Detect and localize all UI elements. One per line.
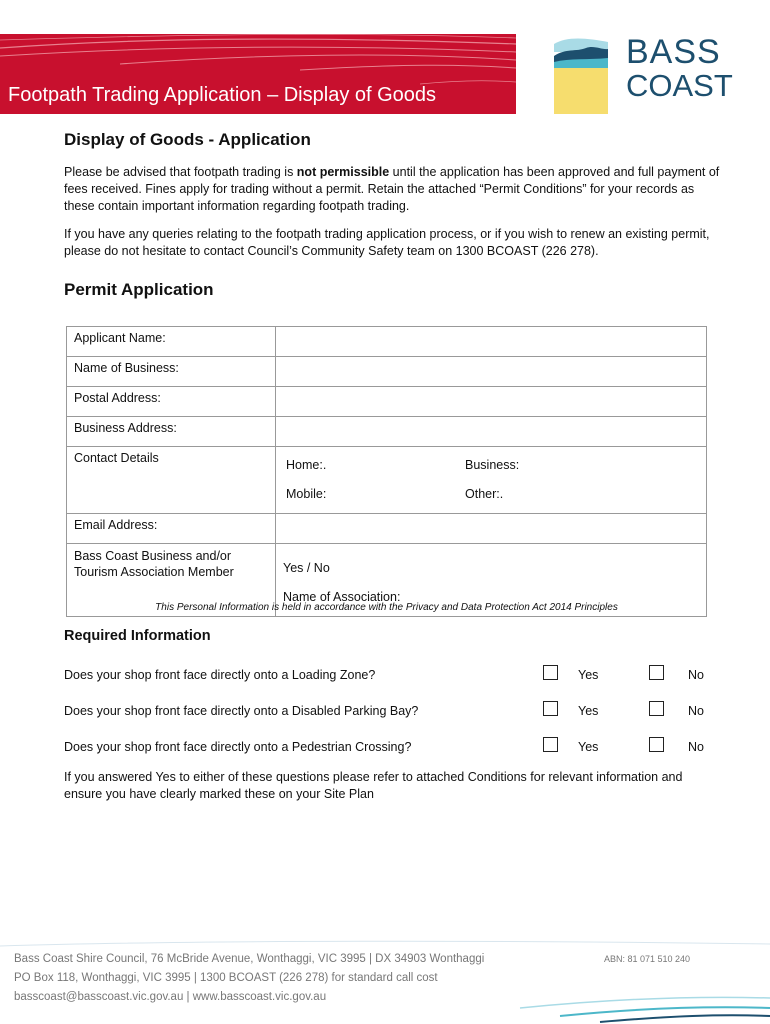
table-row <box>67 514 707 544</box>
contact-details-label: Contact Details <box>67 447 276 514</box>
yes-checkbox[interactable] <box>543 737 558 752</box>
question-loading-zone <box>64 668 724 686</box>
intro-paragraph-2: If you have any queries relating to the footpath trading application process, or if you wish to renew an existing permit, please do not hesitate to contact Council’s Community Safety team on 1300 BCOAST (226 278). <box>64 227 710 258</box>
logo-wordmark <box>626 34 733 104</box>
other-phone-field[interactable]: Other:. <box>465 487 504 501</box>
question-disabled-parking <box>64 704 724 722</box>
table-row <box>67 417 707 447</box>
question-text: Does your shop front face directly onto a Loading Zone? <box>64 668 376 682</box>
contact-left-cell <box>276 447 459 514</box>
footer-line1: Bass Coast Shire Council, 76 McBride Avenue, Wonthaggi, VIC 3995 | DX 34903 Wonthaggi <box>14 953 485 965</box>
association-name-field[interactable]: Name of Association: <box>283 590 401 604</box>
business-name-field[interactable] <box>276 357 707 387</box>
logo-line1: BASS <box>626 33 721 71</box>
contact-right-cell <box>458 447 707 514</box>
email-field[interactable] <box>276 514 707 544</box>
no-checkbox[interactable] <box>649 701 664 716</box>
no-label: No <box>688 740 704 754</box>
footer-address <box>14 950 484 1007</box>
page-title: Display of Goods - Application <box>64 130 311 149</box>
home-phone-field[interactable]: Home:. <box>286 458 327 472</box>
permit-title: Permit Application <box>64 280 214 299</box>
footer-line2: PO Box 118, Wonthaggi, VIC 3995 | 1300 BCOAST (226 278) for standard call cost <box>14 972 438 984</box>
question-text: Does your shop front face directly onto a Disabled Parking Bay? <box>64 704 419 718</box>
intro-paragraph-1 <box>64 164 724 215</box>
yes-label: Yes <box>578 668 599 682</box>
no-label: No <box>688 668 704 682</box>
header-banner <box>0 34 516 114</box>
yes-label: Yes <box>578 740 599 754</box>
footer-line3: basscoast@basscoast.vic.gov.au | www.basscoast.vic.gov.au <box>14 991 327 1003</box>
question-text: Does your shop front face directly onto a Pedestrian Crossing? <box>64 740 412 754</box>
para1-b: until the application has been approved and full payment of fees received. Fines apply for trading without a permit. Retain the attached “Permit Conditions” for your records as these contain important information regarding footpath trading. <box>64 165 720 213</box>
para1-a: Please be advised that footpath trading is <box>64 165 297 179</box>
no-label: No <box>688 704 704 718</box>
member-label: Bass Coast Business and/or Tourism Association Member <box>67 544 276 617</box>
applicant-name-field[interactable] <box>276 327 707 357</box>
permit-application-table <box>66 326 707 617</box>
table-row <box>67 327 707 357</box>
business-phone-field[interactable]: Business: <box>465 458 520 472</box>
banner-title: Footpath Trading Application – Display of Goods <box>8 84 437 106</box>
logo-mark-icon <box>552 34 610 114</box>
postal-address-label: Postal Address: <box>67 387 276 417</box>
required-info-title: Required Information <box>64 628 211 644</box>
business-address-field[interactable] <box>276 417 707 447</box>
postal-address-field[interactable] <box>276 387 707 417</box>
applicant-name-label: Applicant Name: <box>67 327 276 357</box>
business-name-label: Name of Business: <box>67 357 276 387</box>
para1-bold: not permissible <box>296 165 390 179</box>
email-label: Email Address: <box>67 514 276 544</box>
privacy-notice: This Personal Information is held in accordance with the Privacy and Data Protection Act 2014 Principles <box>155 602 618 613</box>
bass-coast-logo <box>552 34 742 116</box>
mobile-phone-field[interactable]: Mobile: <box>286 487 327 501</box>
required-note: If you answered Yes to either of these questions please refer to attached Conditions for relevant information and ensure you have clearly marked these on your Site Plan <box>64 770 683 801</box>
no-checkbox[interactable] <box>649 665 664 680</box>
yes-checkbox[interactable] <box>543 665 558 680</box>
business-address-label: Business Address: <box>67 417 276 447</box>
question-pedestrian-crossing <box>64 740 724 758</box>
table-row <box>67 357 707 387</box>
logo-line2: COAST <box>626 68 733 103</box>
no-checkbox[interactable] <box>649 737 664 752</box>
table-row <box>67 387 707 417</box>
yes-no-option[interactable]: Yes / No <box>283 561 330 575</box>
intro-section <box>64 130 724 300</box>
table-row <box>67 447 707 514</box>
yes-checkbox[interactable] <box>543 701 558 716</box>
abn-number: ABN: 81 071 510 240 <box>604 954 691 964</box>
yes-label: Yes <box>578 704 599 718</box>
